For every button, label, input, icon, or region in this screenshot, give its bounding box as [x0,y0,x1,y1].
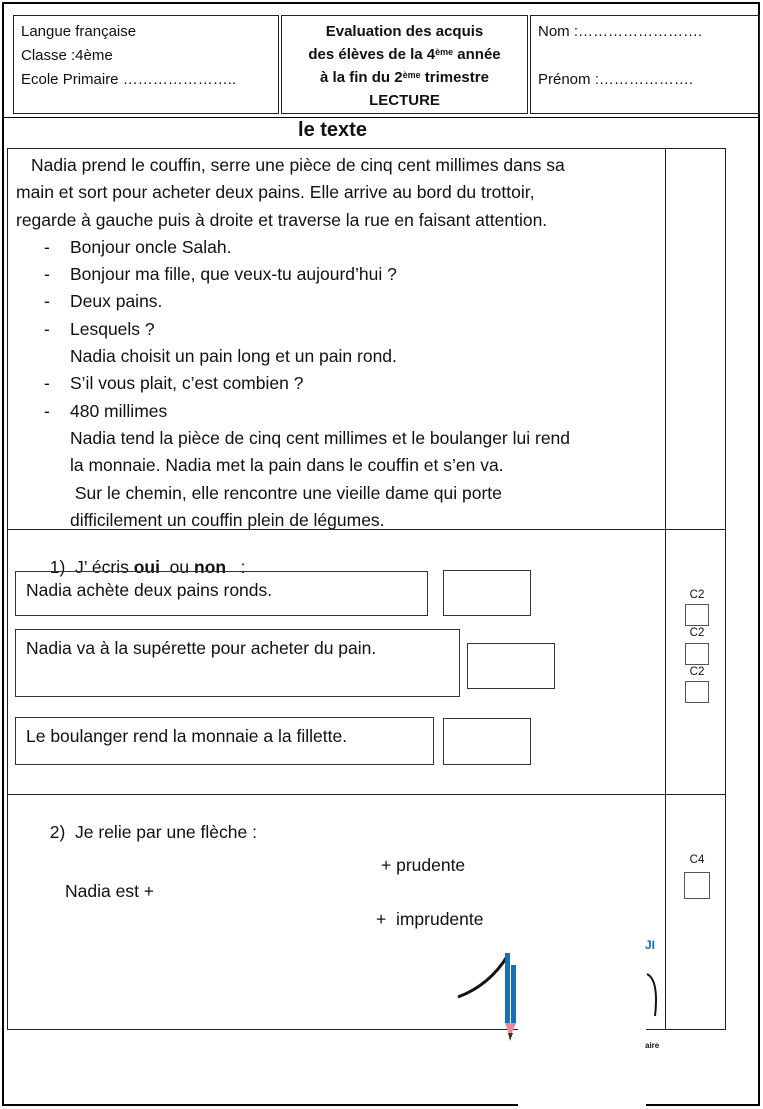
competency-code: C2 [689,627,705,639]
logo-caption: aire [645,1041,660,1050]
answer-box-2[interactable] [467,643,555,689]
white-patch [518,938,646,1106]
q2-subject: Nadia est + [65,881,155,901]
eval-title-line3: à la fin du 2ème trimestre [320,69,489,86]
score-box[interactable] [685,643,709,665]
header-right-cell [530,15,760,114]
story-score-cell [665,148,726,530]
score-box[interactable] [684,872,710,899]
class-label: Classe :4ème [21,47,113,64]
dialogue-line: la monnaie. Nadia met la pain dans le couffin et s’en va. [70,455,504,476]
dialogue-line: Nadia choisit un pain long et un pain rond. [70,346,397,367]
statement-2: Nadia va à la supérette pour acheter du pain. [15,629,460,697]
competency-code: C2 [689,666,705,678]
firstname-field[interactable]: Prénom :………………. [538,71,694,88]
story-line: regarde à gauche puis à droite et traverse la rue en faisant attention. [16,209,548,230]
dialogue-line: - 480 millimes [44,400,168,421]
competency-code: C4 [689,854,705,866]
eval-title-line1: Evaluation des acquis [325,23,484,40]
story-paragraph [16,152,665,234]
story-box [7,148,666,530]
eval-title-line2: des élèves de la 4ème année [308,46,501,63]
page-title: le texte [298,119,367,141]
competency-code: C2 [689,589,705,601]
school-field: Ecole Primaire ………………….. [21,71,237,88]
dialogue-line: - Deux pains. [44,291,163,312]
eval-title-line4: LECTURE [369,92,440,109]
dialogue-line: difficilement un couffin plein de légumes. [70,509,385,530]
name-field[interactable]: Nom :……………………. [538,23,703,40]
story-line: Nadia prend le couffin, serre une pièce de cinq cent millimes dans sa [31,155,565,175]
q2-option-prudente[interactable]: + prudente [381,855,466,875]
statement-3: Le boulanger rend la monnaie a la fillette. [15,717,434,765]
header-center-cell [281,15,528,114]
header-left-cell [13,15,279,114]
logo-fragment: JI [645,938,656,952]
logo-curve-icon [645,970,663,1020]
dialogue-line: - S’il vous plait, c’est combien ? [44,373,304,394]
score-box[interactable] [685,681,709,703]
subject-label: Langue française [21,23,137,40]
dialogue-line: - Bonjour ma fille, que veux-tu aujourd’hui ? [44,264,397,285]
score-box[interactable] [685,604,709,626]
q2-score-cell [665,794,726,1030]
dialogue-line: Sur le chemin, elle rencontre une vieille dame qui porte [70,482,502,503]
dialogue-line: - Lesquels ? [44,318,155,339]
answer-box-1[interactable] [443,570,531,616]
statement-1: Nadia achète deux pains ronds. [15,571,428,616]
separator-line [4,117,758,118]
dialogue-line: Nadia tend la pièce de cinq cent millimes et le boulanger lui rend [70,427,571,448]
dialogue-line: - Bonjour oncle Salah. [44,236,232,257]
answer-box-3[interactable] [443,718,531,765]
q2-option-imprudente[interactable]: + imprudente [376,909,484,929]
q1-instruction: 1) J’ écris oui ou non : [49,557,246,577]
q2-instruction: 2) Je relie par une flèche : [49,822,257,842]
story-dialogue [16,234,665,534]
story-line: main et sort pour acheter deux pains. Elle arrive au bord du trottoir, [16,182,535,203]
